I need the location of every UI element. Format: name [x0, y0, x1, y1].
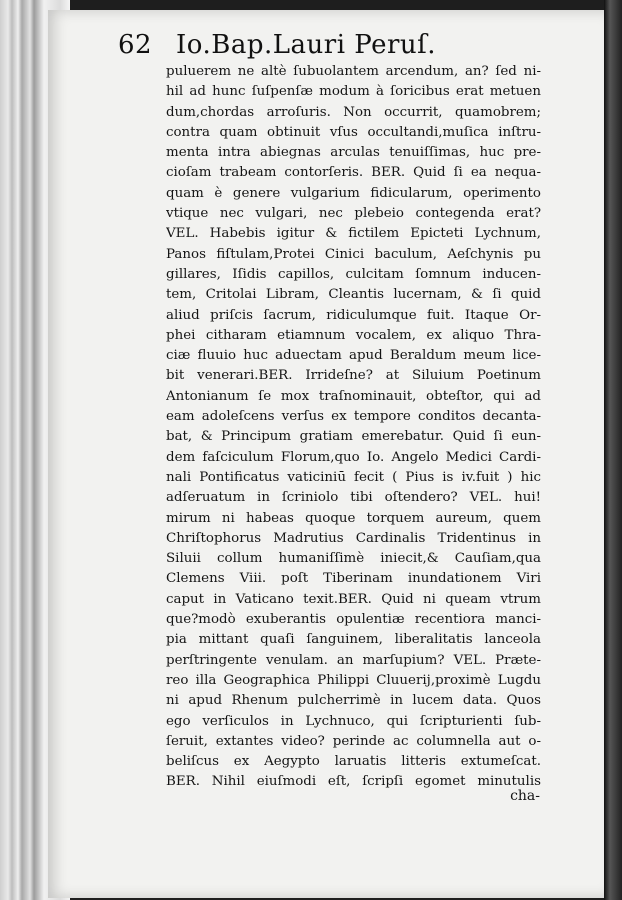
text-line: ſeruit, extantes video? perinde ac columnella aut o- — [166, 733, 541, 749]
page-header — [118, 28, 538, 62]
text-line: caput in Vaticano texit.BER. Quid ni queam vtrum — [166, 591, 541, 607]
text-line: bit venerari.BER. Irrideſne? at Siluium Poetinum — [166, 368, 541, 384]
text-line: bat, & Principum gratiam emerebatur. Quid ſi eun- — [166, 429, 541, 445]
text-line: menta intra abiegnas arculas tenuiſſimas, huc pre- — [166, 145, 541, 161]
text-line: Antonianum ſe mox traſnominauit, obteſtor, qui ad — [166, 388, 541, 404]
running-head: Io.Bap.Lauri Peruſ. — [176, 30, 437, 60]
text-line: adſeruatum in ſcriniolo tibi oſtendero? VEL. hui! — [166, 490, 541, 506]
text-line: perſtringente venulam. an marſupium? VEL. Præte- — [166, 652, 541, 668]
text-line: puluerem ne altè ſubuolantem arcendum, an? ſed ni- — [166, 64, 541, 79]
text-line: ego verſiculos in Lychnuco, qui ſcripturienti ſub- — [166, 713, 541, 729]
text-line: aliud priſcis ſacrum, ridiculumque fuit. Itaque Or- — [166, 307, 541, 323]
text-line: Siluii collum humaniſſimè iniecit,& Cauſiam,qua — [166, 551, 541, 567]
text-line: hil ad hunc ſuſpenſæ modum à ſoricibus erat metuen — [166, 84, 541, 100]
text-line: reo illa Geographica Philippi Cluuerij,proximè Lugdu — [166, 672, 541, 688]
text-line: que?modò exuberantis opulentiæ recentiora manci- — [166, 612, 541, 628]
text-line: tem, Critolai Libram, Cleantis lucernam, & ſi quid — [166, 287, 541, 303]
page-number: 62 — [118, 30, 153, 60]
text-line: nali Pontificatus vaticiniū fecit ( Pius is iv.fuit ) hic — [166, 469, 541, 485]
body-text — [166, 62, 541, 793]
text-line: quam è genere vulgarium fidicularum, operimento — [166, 185, 541, 201]
text-line: vtique nec vulgari, nec plebeio contegenda erat? — [166, 206, 541, 222]
text-line: BER. Nihil eiuſmodi eſt, ſcripſi egomet minutulis — [166, 774, 541, 790]
text-line: mirum ni habeas quoque torquem aureum, quem — [166, 510, 541, 526]
text-line: Chriſtophorus Madrutius Cardinalis Tridentinus in — [166, 530, 541, 546]
text-line: beliſcus ex Aegypto laruatis litteris extumeſcat. — [166, 754, 541, 770]
text-line: contra quam obtinuit vſus occultandi,muſica inſtru- — [166, 124, 541, 140]
text-line: VEL. Habebis igitur & fictilem Epicteti Lychnum, — [166, 226, 541, 242]
text-line: Clemens Viii. poſt Tiberinam inundationem Viri — [166, 571, 541, 587]
text-line: eam adoleſcens verſus ex tempore conditos decanta- — [166, 409, 541, 425]
text-line: dum,chordas arroſuris. Non occurrit, quamobrem; — [166, 104, 541, 120]
text-line: cioſam trabeam contorſeris. BER. Quid ſi ea nequa- — [166, 165, 541, 181]
text-line: dem faſciculum Florum,quo Io. Angelo Medici Cardi- — [166, 449, 541, 465]
text-line: pia mittant quaſi ſanguinem, liberalitatis lanceola — [166, 632, 541, 648]
text-line: phei citharam etiamnum vocalem, ex aliquo Thra- — [166, 327, 541, 343]
text-line: ciæ fluuio huc aduectam apud Beraldum meum lice- — [166, 348, 541, 364]
text-line: ni apud Rhenum pulcherrimè in lucem data. Quos — [166, 693, 541, 709]
text-line: gillares, Iſidis capillos, culcitam ſomnum inducen- — [166, 266, 541, 282]
catchword: cha- — [510, 788, 540, 804]
scan-right-border — [604, 0, 622, 900]
text-line: Panos fiſtulam,Protei Cinici baculum, Aeſchynis pu — [166, 246, 541, 262]
